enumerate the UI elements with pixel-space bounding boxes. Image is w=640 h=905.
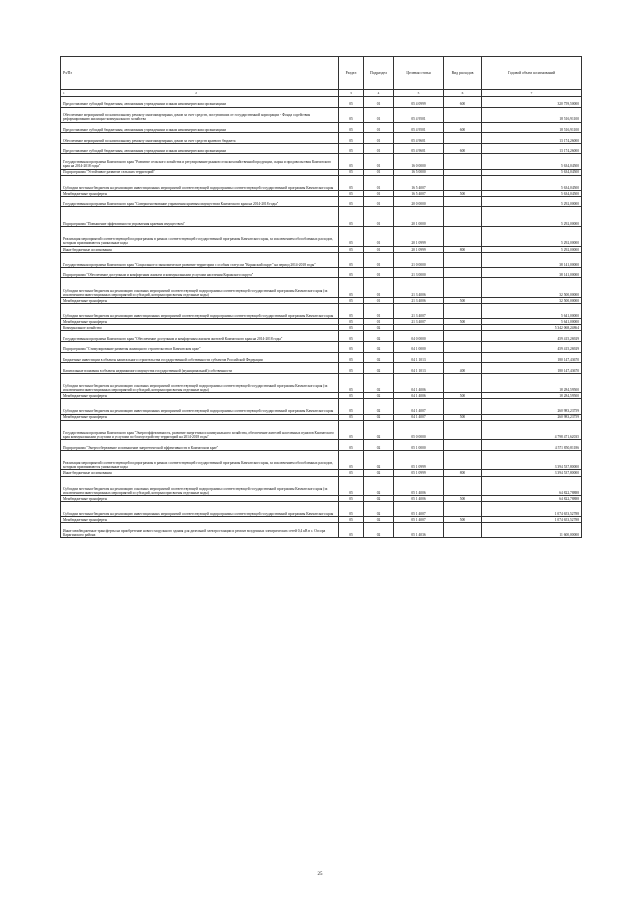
row-podrazdel: 01 [364, 207, 394, 227]
row-razdel: 05 [339, 450, 364, 470]
row-article: 16 0 0000 [394, 154, 444, 169]
row-name: Государственная программа Камчатского края "Социальное и экономическое развитие территории с особым статусом "Корякский округ" на период 2014-2018 годы" [61, 252, 339, 267]
table-row [61, 363, 582, 374]
row-podrazdel: 02 [364, 325, 394, 331]
row-razdel: 05 [339, 470, 364, 476]
row-vid: 600 [444, 143, 482, 154]
row-vid: 800 [444, 470, 482, 476]
row-amount: 180 147,43670 [482, 363, 582, 374]
row-podrazdel: 02 [364, 373, 394, 393]
row-amount: 5 634,04500 [482, 175, 582, 190]
row-name: Субсидии местным бюджетам на реализацию инвестиционных мероприятий соответствующей подпрограммы соответствующей государственной программы Камчатского края [61, 175, 339, 190]
row-razdel: 05 [339, 154, 364, 169]
row-amount: 260 983,23759 [482, 414, 582, 420]
row-amount: 459 415,26929 [482, 341, 582, 352]
row-name: Государственная программа Камчатского края "Совершенствование управления краевым имуществом Камчатского края на 2014-2018 годы" [61, 196, 339, 207]
row-name: Субсидии местным бюджетам на реализацию инвестиционных мероприятий соответствующей подпрограммы соответствующей государственной программы Камчатского края [61, 502, 339, 517]
row-name: Межбюджетные трансферты [61, 517, 339, 523]
row-razdel: 05 [339, 298, 364, 304]
row-amount: 11 600,00000 [482, 523, 582, 538]
table-row [61, 331, 582, 342]
row-podrazdel: 02 [364, 476, 394, 496]
row-name: Подпрограмма "Стимулирование развития жилищного строительства в Камчатском крае" [61, 341, 339, 352]
row-name: Государственная программа Камчатского края "Энергоэффективность, развитие энергетики и коммунального хозяйства, обеспечение жителей населенных пунктов Камчатского края коммунальными услугами и услугами по благоустройству территорий на 2014-2018 годы" [61, 420, 339, 440]
row-vid [444, 227, 482, 247]
table-row [61, 154, 582, 169]
row-vid: 500 [444, 414, 482, 420]
column-index-3: 3 [339, 90, 364, 97]
row-vid [444, 278, 482, 298]
row-article: 04 1 4007 [394, 414, 444, 420]
table-row [61, 502, 582, 517]
table-row [61, 207, 582, 227]
row-amount: 18 516,91100 [482, 122, 582, 133]
row-vid [444, 502, 482, 517]
row-amount: 4 571 850,81186 [482, 440, 582, 451]
row-razdel: 05 [339, 278, 364, 298]
row-vid: 800 [444, 246, 482, 252]
row-name: Подпрограмма "Обеспечение доступным и комфортным жильем и коммунальными услугами населения Корякского округа" [61, 267, 339, 278]
row-podrazdel: 01 [364, 122, 394, 133]
table-row [61, 107, 582, 122]
row-amount: 13 174,26000 [482, 143, 582, 154]
row-amount: 5 634,04500 [482, 154, 582, 169]
row-podrazdel: 01 [364, 190, 394, 196]
row-vid: 500 [444, 517, 482, 523]
row-amount: 5 634,04500 [482, 190, 582, 196]
row-razdel: 05 [339, 175, 364, 190]
row-razdel: 05 [339, 414, 364, 420]
row-article: 04 1 4007 [394, 399, 444, 414]
row-name: Иные бюджетные ассигнования [61, 470, 339, 476]
row-name: Подпрограмма "Повышение эффективности управления краевым имуществом" [61, 207, 339, 227]
row-amount: 32 500,00000 [482, 298, 582, 304]
table-body [61, 97, 582, 538]
row-article: 05 1 4007 [394, 517, 444, 523]
row-vid: 600 [444, 122, 482, 133]
row-razdel: 05 [339, 207, 364, 227]
row-podrazdel: 02 [364, 517, 394, 523]
row-name: Реализация мероприятий соответствующей подпрограммы в рамках соответствующей государственной программы Камчатского края, за исключением обособленных расходов, которым присваиваются уникальные коды [61, 227, 339, 247]
column-index-row [61, 90, 582, 97]
row-name: Межбюджетные трансферты [61, 190, 339, 196]
row-vid [444, 341, 482, 352]
row-podrazdel: 01 [364, 97, 394, 108]
table-row [61, 252, 582, 267]
row-name: Реализация мероприятий соответствующей подпрограммы в рамках соответствующей государственной программы Камчатского края, за исключением обособленных расходов, которым присваиваются уникальные коды [61, 450, 339, 470]
row-vid [444, 252, 482, 267]
row-podrazdel: 01 [364, 246, 394, 252]
row-amount: 3 394 537,80000 [482, 470, 582, 476]
table-row [61, 304, 582, 319]
row-article: 05 1 4036 [394, 523, 444, 538]
table-row [61, 373, 582, 393]
row-razdel: 05 [339, 352, 364, 363]
column-index-4: 4 [364, 90, 394, 97]
page-number: 25 [317, 872, 323, 877]
row-name: Коммунальное хозяйство [61, 325, 339, 331]
header-razdel: Раздел [339, 57, 364, 90]
row-amount: 5 292,00000 [482, 196, 582, 207]
row-amount: 3 394 537,80000 [482, 450, 582, 470]
row-razdel: 05 [339, 373, 364, 393]
row-name: Государственная программа Камчатского края "Обеспечение доступным и комфортным жильем жителей Камчатского края на 2014-2018 годы" [61, 331, 339, 342]
row-vid [444, 304, 482, 319]
header-amount: Годовой объем ассигнований [482, 57, 582, 90]
table-row [61, 341, 582, 352]
column-index-cell [61, 90, 339, 97]
row-podrazdel: 02 [364, 450, 394, 470]
row-podrazdel: 01 [364, 304, 394, 319]
row-podrazdel: 02 [364, 331, 394, 342]
row-article: 05 1 4006 [394, 476, 444, 496]
row-name: Иные межбюджетные трансферты на приобретение нового модульного здания для дизельной электростанции и ремонт воздушных электрических сетей 0,4 кВ в с. Оссора Карагинского района [61, 523, 339, 538]
row-podrazdel: 02 [364, 363, 394, 374]
header-podrazdel: Подраздел [364, 57, 394, 90]
row-vid: 500 [444, 298, 482, 304]
row-podrazdel: 01 [364, 319, 394, 325]
row-amount: 1 074 653,52788 [482, 517, 582, 523]
row-podrazdel: 01 [364, 154, 394, 169]
row-name: Бюджетные инвестиции в объекты капитального строительства государственной собственности субъектов Российской Федерации [61, 352, 339, 363]
row-name: Обеспечение мероприятий по капитальному ремонту многоквартирных домов за счет средств краевого бюджета [61, 133, 339, 144]
row-name: Субсидии местным бюджетам на реализацию основных мероприятий соответствующей подпрограммы соответствующей государственной программы Камчатского края (за исключением инвестиционных мероприятий и субсидий, которым присвоены отдельные коды) [61, 476, 339, 496]
row-name: Субсидии местным бюджетам на реализацию инвестиционных мероприятий соответствующей подпрограммы соответствующей государственной программы Камчатского края [61, 399, 339, 414]
row-razdel: 05 [339, 420, 364, 440]
row-name: Государственная программа Камчатского края "Развитие сельского хозяйства и регулирование рынков сельскохозяйственной продукции, сырья и продовольствия Камчатского края на 2014-2018 годы" [61, 154, 339, 169]
column-index-2: 2 [195, 90, 197, 95]
row-article: 21 3 0000 [394, 267, 444, 278]
row-amount: 320 759,50000 [482, 97, 582, 108]
row-vid: 600 [444, 97, 482, 108]
row-amount: 18 284,59500 [482, 393, 582, 399]
row-razdel: 05 [339, 133, 364, 144]
row-podrazdel: 02 [364, 470, 394, 476]
row-amount: 18 516,91100 [482, 107, 582, 122]
row-article: 21 3 4006 [394, 298, 444, 304]
row-vid [444, 352, 482, 363]
row-amount: 13 174,26000 [482, 133, 582, 144]
header-article: Целевая статья [394, 57, 444, 90]
table-row [61, 143, 582, 154]
row-name: Межбюджетные трансферты [61, 414, 339, 420]
table-row [61, 196, 582, 207]
table-row [61, 122, 582, 133]
row-amount: 18 284,59500 [482, 373, 582, 393]
row-razdel: 05 [339, 304, 364, 319]
row-podrazdel: 02 [364, 393, 394, 399]
row-article: 05 1 4007 [394, 502, 444, 517]
row-podrazdel: 01 [364, 278, 394, 298]
row-article: 04 1 4006 [394, 393, 444, 399]
row-vid [444, 267, 482, 278]
row-amount: 5 641,00000 [482, 319, 582, 325]
row-name: Субсидии местным бюджетам на реализацию основных мероприятий соответствующей подпрограммы соответствующей государственной программы Камчатского края (за исключением инвестиционных мероприятий и субсидий, которым присвоены отдельные коды) [61, 373, 339, 393]
row-vid: 400 [444, 363, 482, 374]
row-podrazdel: 01 [364, 267, 394, 278]
row-vid [444, 450, 482, 470]
row-name: Подпрограмма "Устойчивое развитие сельских территорий" [61, 169, 339, 175]
header-vid: Вид расходов [444, 57, 482, 90]
row-amount: 64 822,78888 [482, 496, 582, 502]
row-podrazdel: 02 [364, 399, 394, 414]
row-article: 21 3 4007 [394, 319, 444, 325]
row-article: 05 4 9501 [394, 107, 444, 122]
row-article: 05 1 0999 [394, 470, 444, 476]
table-row [61, 278, 582, 298]
row-razdel: 05 [339, 517, 364, 523]
row-amount: 5 342 068,24864 [482, 325, 582, 331]
row-article: 04 0 0000 [394, 331, 444, 342]
row-razdel: 05 [339, 440, 364, 451]
row-name: Предоставление субсидий бюджетным, автономным учреждениям и иным некоммерческим организациям [61, 97, 339, 108]
row-podrazdel: 02 [364, 341, 394, 352]
row-amount: 38 141,00000 [482, 252, 582, 267]
row-vid [444, 196, 482, 207]
row-vid: 500 [444, 319, 482, 325]
row-amount: 5 292,00000 [482, 227, 582, 247]
row-vid [444, 175, 482, 190]
row-amount: 5 292,00000 [482, 207, 582, 227]
row-name: Межбюджетные трансферты [61, 319, 339, 325]
row-name: Предоставление субсидий бюджетным, автономным учреждениям и иным некоммерческим организациям [61, 122, 339, 133]
row-razdel: 05 [339, 267, 364, 278]
row-razdel: 05 [339, 476, 364, 496]
row-podrazdel: 02 [364, 523, 394, 538]
row-amount: 4 798 471,62035 [482, 420, 582, 440]
row-amount: 5 634,04500 [482, 169, 582, 175]
row-razdel: 05 [339, 319, 364, 325]
row-vid [444, 420, 482, 440]
row-podrazdel: 01 [364, 143, 394, 154]
row-podrazdel: 01 [364, 133, 394, 144]
row-razdel: 05 [339, 169, 364, 175]
row-vid [444, 440, 482, 451]
row-article: 16 5 4007 [394, 175, 444, 190]
row-podrazdel: 01 [364, 196, 394, 207]
row-razdel: 05 [339, 196, 364, 207]
row-podrazdel: 02 [364, 440, 394, 451]
row-article: 04 1 1013 [394, 352, 444, 363]
row-razdel: 05 [339, 393, 364, 399]
row-article: 05 1 0000 [394, 440, 444, 451]
row-vid [444, 133, 482, 144]
table-row [61, 175, 582, 190]
row-podrazdel: 02 [364, 420, 394, 440]
row-article: 05 0 0000 [394, 420, 444, 440]
budget-table [60, 56, 582, 538]
row-razdel: 05 [339, 331, 364, 342]
row-article: 20 1 0999 [394, 246, 444, 252]
column-index-5: 5 [394, 90, 444, 97]
table-header-row [61, 57, 582, 90]
row-article: 21 3 4006 [394, 278, 444, 298]
row-vid: 500 [444, 393, 482, 399]
row-amount: 1 074 653,52788 [482, 502, 582, 517]
row-podrazdel: 02 [364, 352, 394, 363]
row-razdel: 05 [339, 502, 364, 517]
row-vid [444, 154, 482, 169]
table-row [61, 227, 582, 247]
row-amount: 5 292,00000 [482, 246, 582, 252]
row-vid: 500 [444, 496, 482, 502]
row-vid [444, 331, 482, 342]
row-razdel: 05 [339, 496, 364, 502]
row-podrazdel: 02 [364, 496, 394, 502]
row-razdel: 05 [339, 523, 364, 538]
row-amount: 260 983,23759 [482, 399, 582, 414]
row-podrazdel: 01 [364, 227, 394, 247]
row-vid [444, 373, 482, 393]
row-podrazdel: 01 [364, 175, 394, 190]
row-razdel: 05 [339, 97, 364, 108]
row-name: Межбюджетные трансферты [61, 298, 339, 304]
row-name: Предоставление субсидий бюджетным, автономным учреждениям и иным некоммерческим организациям [61, 143, 339, 154]
row-article: 04 1 4006 [394, 373, 444, 393]
row-article: 20 1 0999 [394, 227, 444, 247]
row-amount: 32 500,00000 [482, 278, 582, 298]
row-razdel: 05 [339, 246, 364, 252]
row-amount: 64 822,78888 [482, 476, 582, 496]
row-podrazdel: 01 [364, 252, 394, 267]
row-razdel: 05 [339, 399, 364, 414]
row-name: Межбюджетные трансферты [61, 496, 339, 502]
row-name: Субсидии местным бюджетам на реализацию основных мероприятий соответствующей подпрограммы соответствующей государственной программы Камчатского края (за исключением инвестиционных мероприятий и субсидий, которым присвоены отдельные коды) [61, 278, 339, 298]
column-index-7: 7 [482, 90, 582, 97]
row-podrazdel: 01 [364, 169, 394, 175]
column-index-1: 1 [63, 90, 65, 95]
row-vid [444, 107, 482, 122]
row-article: 05 4 9501 [394, 122, 444, 133]
row-razdel: 05 [339, 190, 364, 196]
row-podrazdel: 02 [364, 502, 394, 517]
row-razdel: 05 [339, 143, 364, 154]
row-article: 05 4 9601 [394, 133, 444, 144]
table-row [61, 440, 582, 451]
row-article: 16 5 0000 [394, 169, 444, 175]
row-razdel: 05 [339, 325, 364, 331]
row-amount: 180 147,43670 [482, 352, 582, 363]
table-row [61, 476, 582, 496]
table-row [61, 399, 582, 414]
row-vid [444, 476, 482, 496]
row-razdel: 05 [339, 341, 364, 352]
table-row [61, 267, 582, 278]
row-article: 05 1 4006 [394, 496, 444, 502]
table-row [61, 420, 582, 440]
row-name: Иные бюджетные ассигнования [61, 246, 339, 252]
row-amount: 5 641,00000 [482, 304, 582, 319]
row-amount: 459 415,26929 [482, 331, 582, 342]
row-name: Субсидии местным бюджетам на реализацию инвестиционных мероприятий соответствующей подпрограммы соответствующей государственной программы Камчатского края [61, 304, 339, 319]
row-razdel: 05 [339, 227, 364, 247]
row-razdel: 05 [339, 122, 364, 133]
row-article: 04 1 1013 [394, 363, 444, 374]
row-vid [444, 399, 482, 414]
row-razdel: 05 [339, 107, 364, 122]
row-amount: 38 141,00000 [482, 267, 582, 278]
row-name: Межбюджетные трансферты [61, 393, 339, 399]
row-podrazdel: 01 [364, 107, 394, 122]
row-article: 04 1 0000 [394, 341, 444, 352]
row-vid [444, 207, 482, 227]
row-razdel: 05 [339, 252, 364, 267]
row-article: 21 3 4007 [394, 304, 444, 319]
row-article: 20 0 0000 [394, 196, 444, 207]
row-article: 21 0 0000 [394, 252, 444, 267]
row-razdel: 05 [339, 363, 364, 374]
row-vid: 500 [444, 190, 482, 196]
table-row [61, 450, 582, 470]
table-row [61, 352, 582, 363]
row-name: Обеспечение мероприятий по капитальному ремонту многоквартирных домов за счет средств, поступивших от государственной корпорации - Фонда содействия реформированию жилищно-коммунального хозяйства [61, 107, 339, 122]
row-vid [444, 523, 482, 538]
row-name: Подпрограмма "Энергосбережение и повышение энергетической эффективности в Камчатском крае" [61, 440, 339, 451]
row-podrazdel: 01 [364, 298, 394, 304]
table-row [61, 133, 582, 144]
table-row [61, 97, 582, 108]
row-article: 20 1 0000 [394, 207, 444, 227]
header-name: Рз/Пз [61, 57, 339, 90]
table-row [61, 523, 582, 538]
row-article: 05 4 9601 [394, 143, 444, 154]
row-article: 05 4 0999 [394, 97, 444, 108]
row-article: 16 5 4007 [394, 190, 444, 196]
row-podrazdel: 02 [364, 414, 394, 420]
row-article: 05 1 0999 [394, 450, 444, 470]
row-name: Капитальные вложения в объекты недвижимого имущества государственной (муниципальной) собственности [61, 363, 339, 374]
column-index-6: 6 [444, 90, 482, 97]
